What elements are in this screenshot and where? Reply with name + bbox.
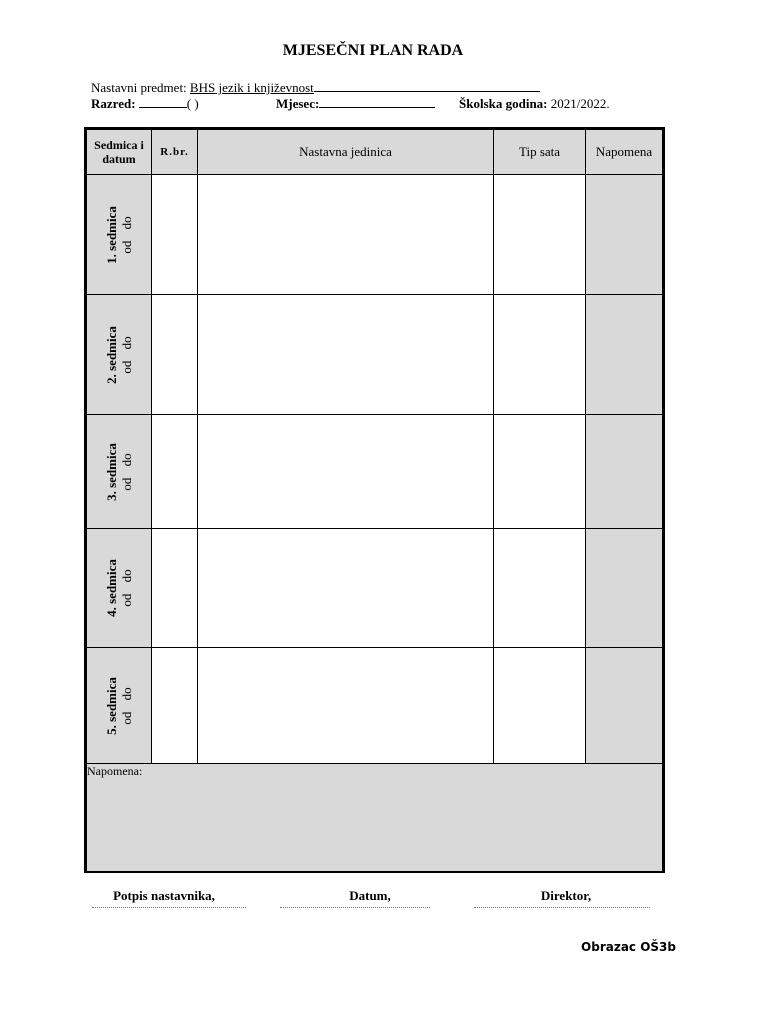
document-title: MJESEČNI PLAN RADA xyxy=(282,42,464,59)
director-signature-line[interactable] xyxy=(474,906,650,908)
table-row xyxy=(87,175,663,295)
week-label: 2. sedmica xyxy=(104,325,119,384)
week-range: od do xyxy=(119,335,134,374)
class-paren: ( ) xyxy=(186,96,199,111)
ordinal-cell[interactable] xyxy=(152,175,198,295)
teacher-signature-line[interactable] xyxy=(92,906,246,908)
date-label: Datum, xyxy=(349,888,391,903)
director-signature-label: Direktor, xyxy=(540,888,592,903)
lesson-unit-cell[interactable] xyxy=(198,415,494,529)
table-row xyxy=(87,415,663,529)
week-cell xyxy=(87,529,152,648)
note-cell[interactable] xyxy=(586,415,663,529)
lesson-unit-cell[interactable] xyxy=(198,295,494,415)
school-year-label: Školska godina: xyxy=(459,96,548,111)
table-row xyxy=(87,529,663,648)
note-cell[interactable] xyxy=(586,648,663,764)
footer-note-row xyxy=(87,764,663,872)
lesson-unit-cell[interactable] xyxy=(198,529,494,648)
table-row xyxy=(87,295,663,415)
week-range: od do xyxy=(119,569,134,607)
week-cell xyxy=(87,648,152,764)
week-label: 5. sedmica xyxy=(104,676,119,735)
footer-note-cell[interactable] xyxy=(87,764,663,872)
ordinal-cell[interactable] xyxy=(152,648,198,764)
lesson-type-cell[interactable] xyxy=(494,529,586,648)
week-label: 4. sedmica xyxy=(104,559,119,617)
week-cell xyxy=(87,415,152,529)
date-line[interactable] xyxy=(280,906,430,908)
lesson-type-cell[interactable] xyxy=(494,295,586,415)
week-range: od do xyxy=(119,452,134,491)
month-label: Mjesec: xyxy=(276,96,320,111)
subject-value: BHS jezik i književnost xyxy=(189,80,314,95)
note-cell[interactable] xyxy=(586,295,663,415)
plan-table-frame xyxy=(84,127,665,873)
school-year-line xyxy=(459,96,610,112)
plan-table xyxy=(86,129,663,872)
subject-label: Nastavni predmet: xyxy=(91,80,187,95)
header-note: Napomena xyxy=(586,130,663,175)
class-blank xyxy=(139,96,187,108)
lesson-type-cell[interactable] xyxy=(494,415,586,529)
week-cell xyxy=(87,295,152,415)
lesson-type-cell[interactable] xyxy=(494,175,586,295)
header-lesson-type: Tip sata xyxy=(494,130,586,175)
month-blank xyxy=(319,96,435,108)
class-line xyxy=(91,96,199,112)
table-header-row xyxy=(87,130,663,175)
lesson-unit-cell[interactable] xyxy=(198,175,494,295)
header-week-date: Sedmica i datum xyxy=(87,130,152,175)
week-label: 1. sedmica xyxy=(104,205,119,264)
footer-note-label: Napomena: xyxy=(87,764,143,778)
week-range: od do xyxy=(119,215,134,254)
table-row xyxy=(87,648,663,764)
month-line xyxy=(276,96,435,112)
ordinal-cell[interactable] xyxy=(152,295,198,415)
form-code: Obrazac OŠ3b xyxy=(581,940,676,954)
subject-blank xyxy=(314,80,540,92)
school-year-value: 2021/2022. xyxy=(550,96,610,111)
week-range: od do xyxy=(119,686,134,725)
week-label: 3. sedmica xyxy=(104,442,119,501)
lesson-type-cell[interactable] xyxy=(494,648,586,764)
lesson-unit-cell[interactable] xyxy=(198,648,494,764)
note-cell[interactable] xyxy=(586,529,663,648)
header-lesson-unit: Nastavna jedinica xyxy=(198,130,494,175)
ordinal-cell[interactable] xyxy=(152,415,198,529)
header-ordinal: R.br. xyxy=(152,130,198,175)
class-label: Razred: xyxy=(91,96,136,111)
week-cell xyxy=(87,175,152,295)
note-cell[interactable] xyxy=(586,175,663,295)
ordinal-cell[interactable] xyxy=(152,529,198,648)
teacher-signature-label: Potpis nastavnika, xyxy=(113,888,215,903)
subject-line xyxy=(91,80,540,96)
